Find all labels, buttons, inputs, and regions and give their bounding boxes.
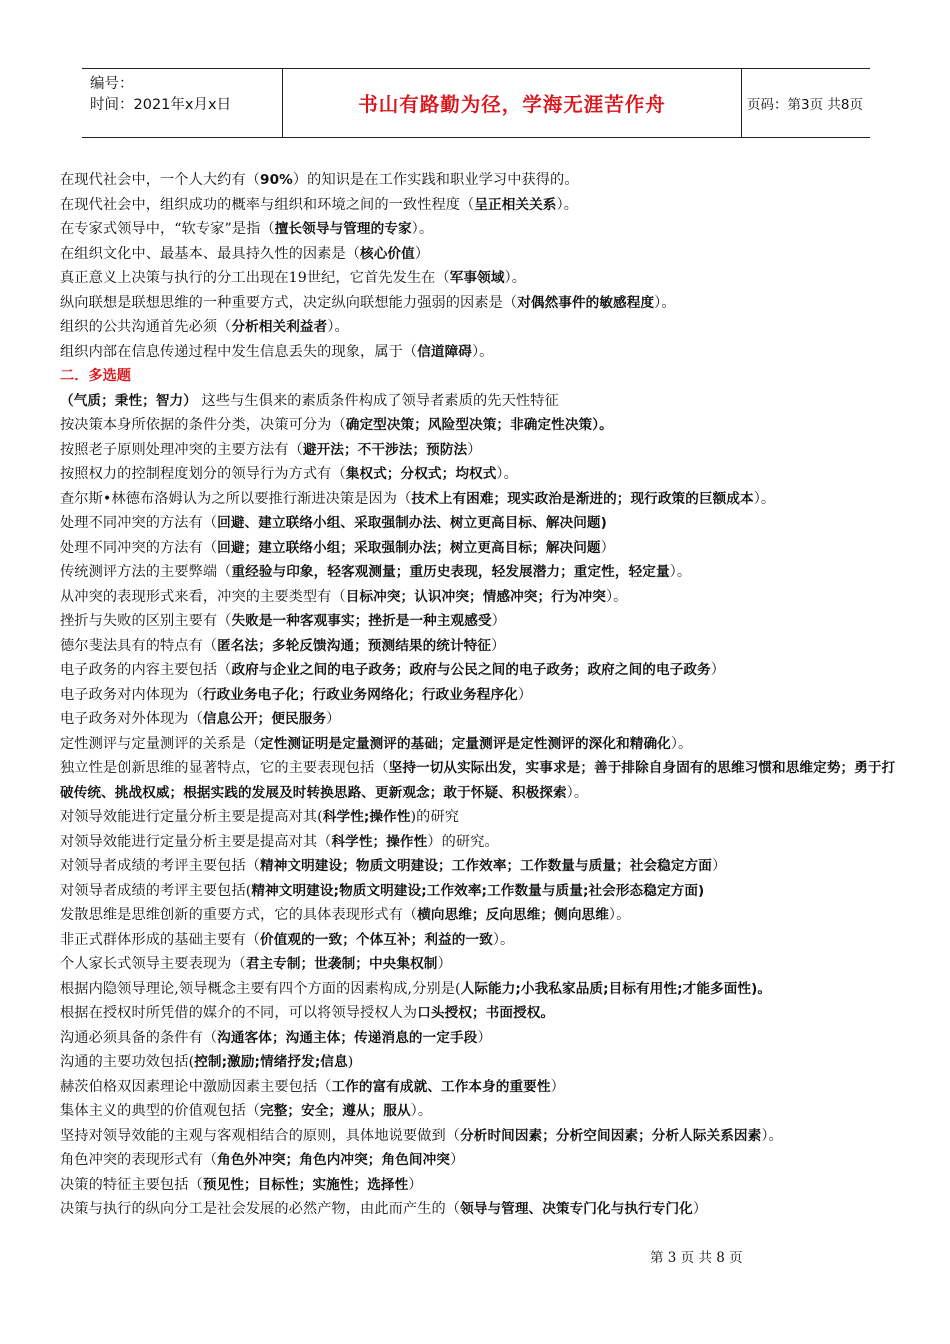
- answer-text: 信息公开；便民服务: [202, 711, 327, 727]
- answer-text: 价值观的一致；个体互补；利益的一致: [260, 931, 493, 948]
- question-line: [60, 903, 900, 928]
- answer-text: 回避；建立联络小组；采取强制办法；树立更高目标；解决问题: [217, 539, 601, 556]
- answer-text: （气质；秉性；智力）: [60, 392, 197, 409]
- question-suffix: )的研究: [410, 809, 460, 825]
- question-text: 在专家式领导中，“软专家”是指（: [60, 221, 275, 237]
- answer-text: 沟通客体；沟通主体；传递消息的一定手段: [217, 1029, 478, 1046]
- question-line: [60, 609, 900, 634]
- question-text: 德尔斐法具有的特点有（: [60, 637, 218, 654]
- question-text: 对领导效能进行定量分析主要是提高对其(: [60, 809, 323, 825]
- question-line: [60, 854, 900, 879]
- document-number-label: 编号：: [90, 76, 134, 92]
- question-suffix: ）: [467, 441, 482, 458]
- question-line: [60, 462, 900, 487]
- question-suffix: ）。: [669, 564, 692, 580]
- answer-text: 对偶然事件的敏感程度: [517, 294, 655, 311]
- question-suffix: ）: [711, 858, 727, 874]
- question-line: [60, 1173, 900, 1198]
- header-page-info: 页码：第3页 共8页: [747, 97, 863, 113]
- answer-text: 核心价值: [360, 245, 415, 262]
- answer-text: 集权式；分权式；均权式: [345, 466, 497, 482]
- document-body: [60, 168, 900, 1222]
- question-text: 根据内隐领导理论,领导概念主要有四个方面的因素构成,分别是(: [60, 980, 461, 997]
- answer-text: 完整；安全；遵从；服从: [260, 1103, 411, 1119]
- question-suffix: ）。: [496, 466, 518, 482]
- question-text: 处理不同冲突的方法有（: [60, 539, 218, 556]
- question-suffix: ）。: [654, 294, 676, 311]
- question-suffix: ）: [710, 662, 726, 678]
- question-line: [60, 193, 900, 218]
- question-suffix: ）。: [753, 490, 776, 507]
- answer-text: 确定型决策；风险型决策；非确定性决策）。: [345, 417, 613, 433]
- question-suffix: ）。: [327, 319, 349, 335]
- question-line: [60, 977, 900, 1002]
- question-line: [60, 1001, 900, 1026]
- question-line: [60, 1099, 900, 1124]
- answer-text: 信道障碍: [417, 343, 472, 360]
- section-title: 二．多选题: [60, 368, 131, 384]
- answer-text: 避开法；不干涉法；预防法: [302, 441, 468, 458]
- question-line: [60, 1050, 900, 1075]
- question-suffix: ）。: [504, 270, 526, 286]
- question-line: [60, 1124, 900, 1149]
- answer-text: 分析时间因素；分析空间因素；分析人际关系因素: [460, 1127, 762, 1144]
- question-line: [60, 1026, 900, 1051]
- question-text: 坚持对领导效能的主观与客观相结合的原则，具体地说要做到（: [60, 1127, 461, 1144]
- question-suffix: ）。: [566, 784, 589, 801]
- answer-text: 匿名法；多轮反馈沟通；预测结果的统计特征: [217, 637, 492, 654]
- question-line: [60, 340, 900, 365]
- answer-text: 技术上有困难；现实政治是渐进的；现行政策的巨额成本: [411, 490, 754, 507]
- answer-text: 横向思维；反向思维；侧向思维: [417, 907, 609, 923]
- question-line: [60, 266, 900, 291]
- question-text: 沟通的主要功效包括(: [60, 1054, 195, 1070]
- answer-text: 呈正相关关系: [474, 196, 557, 213]
- question-suffix: ）。: [605, 588, 628, 605]
- header-motto-cell: [282, 69, 742, 137]
- answer-text: 90%: [260, 172, 293, 188]
- question-line: [60, 707, 900, 732]
- question-line: [60, 952, 900, 977]
- question-text: 根据在授权时所凭借的媒介的不同，可以将领导授权人为: [60, 1005, 418, 1021]
- document-date-label: 时间：2021年x月x日: [90, 97, 232, 113]
- answer-text: 精神文明建设；物质文明建设；工作效率；工作数量与质量；社会稳定方面: [260, 858, 712, 874]
- question-line: [60, 634, 900, 659]
- question-text: 按照权力的控制程度划分的领导行为方式有（: [60, 466, 346, 482]
- question-suffix: ）: [600, 539, 615, 556]
- answer-text: 政府与企业之间的电子政务；政府与公民之间的电子政务；政府之间的电子政务: [231, 662, 711, 678]
- question-text: 沟通必须具备的条件有（: [60, 1029, 218, 1046]
- question-suffix: ）: [408, 1176, 423, 1193]
- answer-text: 角色外冲突；角色内冲突；角色间冲突: [217, 1152, 450, 1168]
- question-text: 按决策本身所依据的条件分类，决策可分为（: [60, 417, 346, 433]
- question-line: [60, 928, 900, 953]
- question-line: [60, 732, 900, 757]
- question-text: 集体主义的典型的价值观包括（: [60, 1103, 261, 1119]
- question-suffix: ）的研究。: [427, 833, 499, 850]
- question-text: 按照老子原则处理冲突的主要方法有（: [60, 441, 303, 458]
- question-text: 决策与执行的纵向分工是社会发展的必然产物，由此而产生的（: [60, 1201, 461, 1217]
- question-text: 个人家长式领导主要表现为（: [60, 956, 246, 972]
- question-text: 电子政务对外体现为（: [60, 711, 203, 727]
- question-line: [60, 242, 900, 267]
- question-suffix: ）: [491, 637, 506, 654]
- answer-text: 定性测证明是定量测评的基础；定量测评是定性测评的深化和精确化: [260, 735, 671, 752]
- question-suffix: ）: [491, 613, 506, 629]
- answer-text: 领导与管理、决策专门化与执行专门化: [460, 1201, 693, 1217]
- question-text: 挫折与失败的区别主要有（: [60, 613, 232, 629]
- answer-text: 行政业务电子化；行政业务网络化；行政业务程序化: [202, 686, 518, 703]
- answer-text: 人际能力;小我私家品质;目标有用性;才能多面性)。: [460, 980, 772, 997]
- question-line: [60, 830, 900, 855]
- question-line: [60, 1148, 900, 1173]
- question-line: [60, 291, 900, 316]
- question-line: [60, 658, 900, 683]
- answer-text: 预见性；目标性；实施性；选择性: [202, 1176, 409, 1193]
- question-text: 查尔斯•林德布洛姆认为之所以要推行渐进决策是因为（: [60, 490, 412, 507]
- question-suffix: ): [347, 1054, 354, 1070]
- question-suffix: ）: [550, 1078, 565, 1095]
- question-line: [60, 536, 900, 561]
- answer-text: 回避、建立联络小组、采取强制办法、树立更高目标、解决问题): [217, 515, 607, 531]
- answer-text: 坚持一切从实际出发，实事求是；善于排除自身固有的思维习惯和思维定势；勇于打破传统、挑战权威；根据实践的发展及时转换思路、更新观念；敢于怀疑、积极探索: [60, 760, 896, 801]
- question-line: [60, 389, 900, 414]
- question-suffix: ）: [517, 686, 533, 703]
- page-footer: 第 3 页 共 8 页: [650, 1250, 743, 1266]
- question-suffix: ）: [692, 1201, 708, 1217]
- question-text: 传统测评方法的主要弊端（: [60, 564, 232, 580]
- question-text: 对领导者成绩的考评主要包括（: [60, 858, 261, 874]
- question-text: 电子政务对内体现为（: [60, 686, 203, 703]
- question-suffix: ）。: [761, 1127, 783, 1144]
- multiple-choice-answers: [60, 389, 900, 1222]
- question-line: [60, 168, 900, 193]
- question-text: 决策的特征主要包括（: [60, 1176, 203, 1193]
- question-line: [60, 756, 900, 805]
- question-line: [60, 560, 900, 585]
- answer-text: 控制;激励;情绪抒发;信息: [194, 1054, 348, 1070]
- question-suffix: ）。: [670, 735, 693, 752]
- answer-text: 科学性；操作性: [331, 833, 428, 850]
- question-suffix: ）: [437, 956, 452, 972]
- question-text: 从冲突的表现形式来看，冲突的主要类型有（: [60, 588, 346, 605]
- answer-text: 军事领域: [449, 270, 505, 286]
- question-suffix: 这些与生俱来的素质条件构成了领导者素质的先天性特征: [196, 392, 559, 409]
- question-line: [60, 315, 900, 340]
- question-line: [60, 1075, 900, 1100]
- question-text: 赫茨伯格双因素理论中激励因素主要包括（: [60, 1078, 332, 1095]
- question-suffix: ）: [414, 245, 430, 262]
- answer-text: 失败是一种客观事实；挫折是一种主观感受: [231, 613, 492, 629]
- question-line: [60, 511, 900, 536]
- question-line: [60, 438, 900, 463]
- question-text: 真正意义上决策与执行的分工出现在19世纪，它首先发生在（: [60, 270, 450, 286]
- question-text: 处理不同冲突的方法有（: [60, 515, 218, 531]
- question-line: [60, 805, 900, 830]
- header-left-cell: [82, 69, 282, 137]
- question-line: [60, 585, 900, 610]
- question-line: [60, 1197, 900, 1222]
- question-text: 发散思维是思维创新的重要方式，它的具体表现形式有（: [60, 907, 418, 923]
- question-text: 独立性是创新思维的显著特点，它的主要表现包括（: [60, 760, 389, 776]
- question-suffix: ）。: [608, 907, 631, 923]
- header-page-cell: [741, 69, 870, 137]
- answer-text: 君主专制；世袭制；中央集权制: [245, 956, 438, 972]
- question-text: 非正式群体形成的基础主要有（: [60, 931, 261, 948]
- question-text: 在现代社会中，一个人大约有（: [60, 172, 261, 188]
- question-suffix: ）: [326, 711, 341, 727]
- question-text: 在组织文化中、最基本、最具持久性的因素是（: [60, 245, 361, 262]
- question-text: 定性测评与定量测评的关系是（: [60, 735, 261, 752]
- page-header: [82, 68, 870, 138]
- question-line: [60, 683, 900, 708]
- question-text: 纵向联想是联想思维的一种重要方式，决定纵向联想能力强弱的因素是（: [60, 294, 518, 311]
- answer-text: 科学性;操作性: [322, 809, 411, 825]
- question-line: [60, 217, 900, 242]
- question-text: 角色冲突的表现形式有（: [60, 1152, 218, 1168]
- question-text: 对领导效能进行定量分析主要是提高对其（: [60, 833, 332, 850]
- question-suffix: ）的知识是在工作实践和职业学习中获得的。: [292, 172, 579, 188]
- answer-text: 擅长领导与管理的专家: [274, 221, 412, 237]
- single-choice-answers: [60, 168, 900, 364]
- question-text: 组织的公共沟通首先必须（: [60, 319, 232, 335]
- question-line: [60, 413, 900, 438]
- question-suffix: ）: [477, 1029, 492, 1046]
- answer-text: 精神文明建设;物质文明建设;工作效率;工作数量与质量;社会形态稳定方面): [251, 882, 705, 899]
- answer-text: 工作的富有成就、工作本身的重要性: [331, 1078, 551, 1095]
- question-suffix: ）。: [492, 931, 515, 948]
- answer-text: 目标冲突；认识冲突；情感冲突；行为冲突: [345, 588, 606, 605]
- question-line: [60, 879, 900, 904]
- answer-text: 重经验与印象，轻客观测量；重历史表现，轻发展潜力；重定性，轻定量: [231, 564, 670, 580]
- answer-text: 分析相关利益者: [231, 319, 328, 335]
- question-suffix: ）。: [410, 1103, 433, 1119]
- question-suffix: ）。: [471, 343, 494, 360]
- question-text: 在现代社会中，组织成功的概率与组织和环境之间的一致性程度（: [60, 196, 475, 213]
- question-text: 电子政务的内容主要包括（: [60, 662, 232, 678]
- question-line: [60, 487, 900, 512]
- answer-text: 口头授权；书面授权。: [417, 1005, 555, 1021]
- question-suffix: ）: [449, 1152, 465, 1168]
- question-suffix: ）。: [556, 196, 578, 213]
- question-suffix: ）。: [411, 221, 434, 237]
- header-motto: 书山有路勤为径，学海无涯苦作舟: [358, 93, 666, 116]
- question-text: 对领导者成绩的考评主要包括(: [60, 882, 252, 899]
- question-text: 组织内部在信息传递过程中发生信息丢失的现象，属于（: [60, 343, 418, 360]
